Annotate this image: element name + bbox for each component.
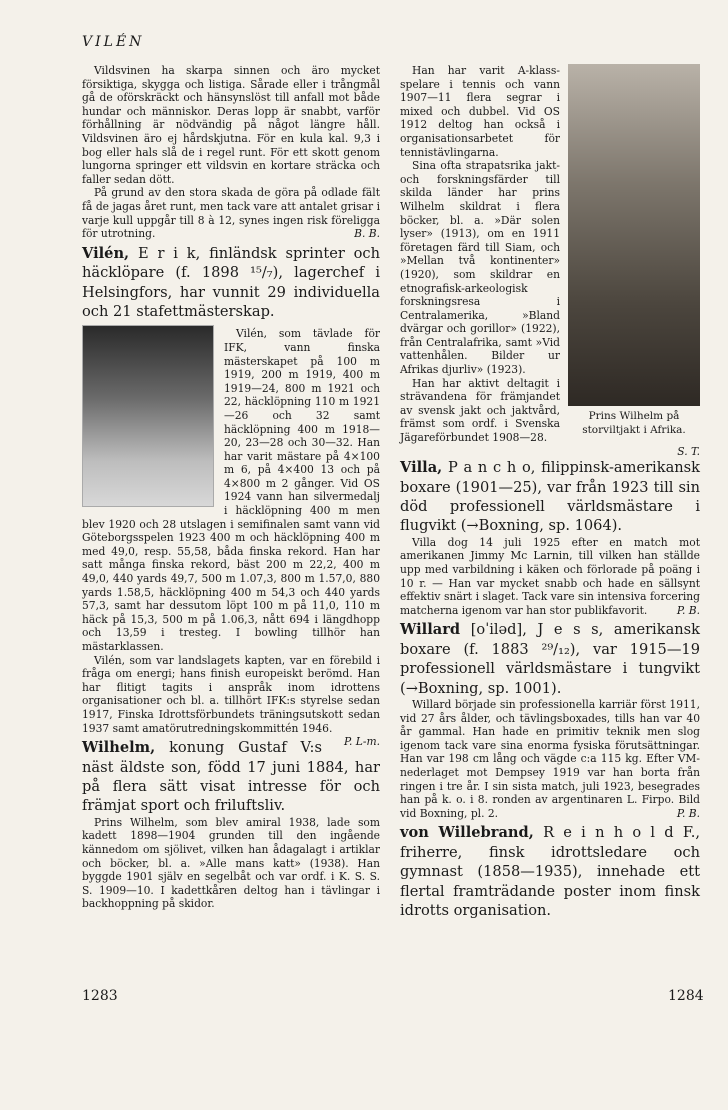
wilhelm-continued: Han har varit A-klass-spelare i tennis och vann 1907—11 flera segrar i mixed och dubbel. Vid OS 1912 deltog han också i organisationsarbetet för tennistävlingarna. (400, 64, 560, 159)
entry-body: Vilén, som tävlade för IFK, vann finska mästerskapet på 100 m 1919, 200 m 1919, 400 m 1919—24, 800 m 1921 och 22, häcklöpning 110 m 1921—26 och 32 samt häcklöpning 400 m 1918—20, 23—28 och 30—32. Han har varit mästare på 4×100 m 6, på 4×400 13 och på 4×800 m 2 gånger. Vid OS 1924 vann han silvermedalj i häcklöpning 400 m men blev 1920 och 28 utslagen i semifinalen samt vann vid Göteborgsspelen 1923 400 m och häcklöpning 400 m med 49,0, resp. 55,58, båda finska rekord. Han har satt många finska rekord, bäst 200 m 22,2, 400 m 49,0, 440 yards 49,7, 500 m 1.07,3, 800 m 1.57,0, 880 yards 1.58,5, häcklöpning 400 m 54,3 och 440 yards 57,3, samt har dessutom löpt 100 m på 11,0, 110 m häck på 15,3, 500 m på 1.06,3, nått 694 i längdhopp och 13,59 i tresteg. I bowling tillhör han mästarklassen. (82, 327, 380, 653)
page-number-right: 1284 (668, 988, 704, 1004)
entry-body: Villa dog 14 juli 1925 efter en match mot amerikanen Jimmy Mc Larnin, till vilken han ställde upp med varbildning i käken och förlorade på poäng i 10 r. — Han var mycket snabb och hade en sällsynt effektiv snärt i slaget. Tack vare sin intensiva forcering matcherna igenom var han stor publikfavorit. (400, 535, 700, 617)
entry-villa (400, 458, 700, 536)
entry-summary: friherre, finsk idrottsledare och gymnast (1858—1935), innehade ett flertal framträdande poster inom finsk idrotts organisation. (400, 843, 700, 919)
wilhelm-continued-2: Sina ofta strapatsrika jakt- och forskningsfärder till skilda länder har prins Wilhelm skildrat i flera böcker, bl. a. »Där solen lyser» (1913), om en 1911 företagen färd till Siam, och »Mellan två kontinenter» (1920), som skildrar en etnografisk-arkeologisk forskningsresa i Centralamerika, »Bland dvärgar och gorillor» (1922), från Centralafrika, samt »Vid vattenhålen. Bilder ur Afrikas djurliv» (1923). (400, 159, 560, 377)
entry-name: J e s s, (537, 621, 604, 639)
entry-wilhelm (82, 738, 380, 816)
entry-summary: konung Gustaf V:s näst äldste son, född 17 juni 1884, har på flera sätt visat intresse för och främjat sport och friluftsliv. (82, 739, 380, 815)
photo-caption: Prins Wilhelm på storviltjakt i Afrika. (582, 410, 686, 436)
left-column (82, 64, 380, 911)
wilhelm-safari-photo (568, 64, 700, 406)
headword: Villa, (400, 459, 443, 477)
running-head: VILÉN (82, 34, 145, 50)
entry-body: Prins Wilhelm, som blev amiral 1938, lade som kadett 1898—1904 grunden till den ingående kännedom om sjölivet, vilken han ådagalagt i artiklar och böcker, bl. a. »Alle mans katt» (1938). Han byggde 1901 själv en segelbåt och var ordf. i K. S. S. S. 1909—10. I kadettkåren deltog han i tävlingar i backhoppning på skidor. (82, 815, 380, 911)
headword: von Willebrand, (400, 824, 534, 842)
entry-name: E r i k, (137, 244, 201, 262)
page-number-left: 1283 (82, 988, 118, 1004)
headword: Wilhelm, (82, 739, 156, 757)
vilen-portrait-photo (82, 325, 214, 507)
signature: S. T. (677, 444, 700, 458)
wilhelm-continued-3: Han har aktivt deltagit i strävandena för främjandet av svensk jakt och jaktvård, främst som ordf. i Svenska Jägareförbundet 1908—28. (400, 376, 560, 445)
vildsvinen-text-2: På grund av den stora skada de göra på odlade fält få de jagas året runt, men tack vare att antalet grisar i varje kull uppgår till 8 à 12, synes ingen risk föreligga för utrotning. (82, 186, 380, 241)
right-column (400, 64, 700, 920)
entry-name: R e i n h o l d F., (543, 824, 701, 842)
headword: Vilén, (82, 244, 130, 262)
signature: P. L-m. (343, 735, 380, 749)
entry-summary: filippinsk-amerikansk boxare (1901—25), var från 1923 till sin död professionell världsmästare i flugvikt (→Boxning, sp. 1064). (400, 459, 700, 535)
headword: Willard (400, 621, 461, 639)
entry-summary: amerikansk boxare (f. 1883 ²⁹/₁₂), var 1915—19 professionell världsmästare i tungvikt (→Boxning, sp. 1001). (400, 621, 701, 697)
entry-name: P a n c h o, (447, 459, 536, 477)
pronunciation: [oˈiləd], (470, 621, 527, 639)
signature: P. B. (676, 603, 700, 617)
entry-body: Willard började sin professionella karriär först 1911, vid 27 års ålder, och tävlingsboxades, tills han var 40 år gammal. Han hade en primitiv teknik men slog igenom tack vare sina enorma fysiska förutsättningar. Han var 198 cm lång och vägde c:a 115 kg. Efter VM-nederlaget mot Dempsey 1919 var han borta från ringen i tre år. I sin sista match, juli 1923, besegrades han på k. o. i 8. ronden av argentinaren L. Firpo. Bild vid Boxning, pl. 2. (400, 698, 700, 820)
signature: P. B. (676, 806, 700, 820)
entry-willard (400, 620, 700, 698)
entry-vilen (82, 244, 380, 322)
signature: B. B. (354, 227, 380, 241)
vildsvinen-text: Vildsvinen ha skarpa sinnen och äro mycket försiktiga, skygga och listiga. Sårade eller i trångmål gå de oförskräckt och hänsynslöst till anfall mot både hundar och människor. Deras lopp är snabbt, varför förhållning är nödvändig på något längre håll. Vildsvinen äro ej hårdskjutna. För en kula kal. 9,3 i bog eller hals slå de i regel runt. För ett skott genom lungorna springer ett vildsvin en kortare sträcka och faller sedan dött. (82, 64, 380, 186)
entry-willebrand (400, 823, 700, 920)
entry-summary: finländsk sprinter och häcklöpare (f. 1898 ¹⁵/₇), lagerchef i Helsingfors, har vunnit 29 individuella och 21 stafettmästerskap. (82, 244, 380, 320)
entry-body-2: Vilén, som var landslagets kapten, var en förebild i fråga om energi; hans finish europeiskt berömd. Han har flitigt tagits i anspråk inom idrottens organisationer och bl. a. tillhört IFK:s styrelse sedan 1917, Finska Idrottsförbundets träningsutskott sedan 1937 samt amatörutredningskommittén 1946. (82, 653, 380, 735)
